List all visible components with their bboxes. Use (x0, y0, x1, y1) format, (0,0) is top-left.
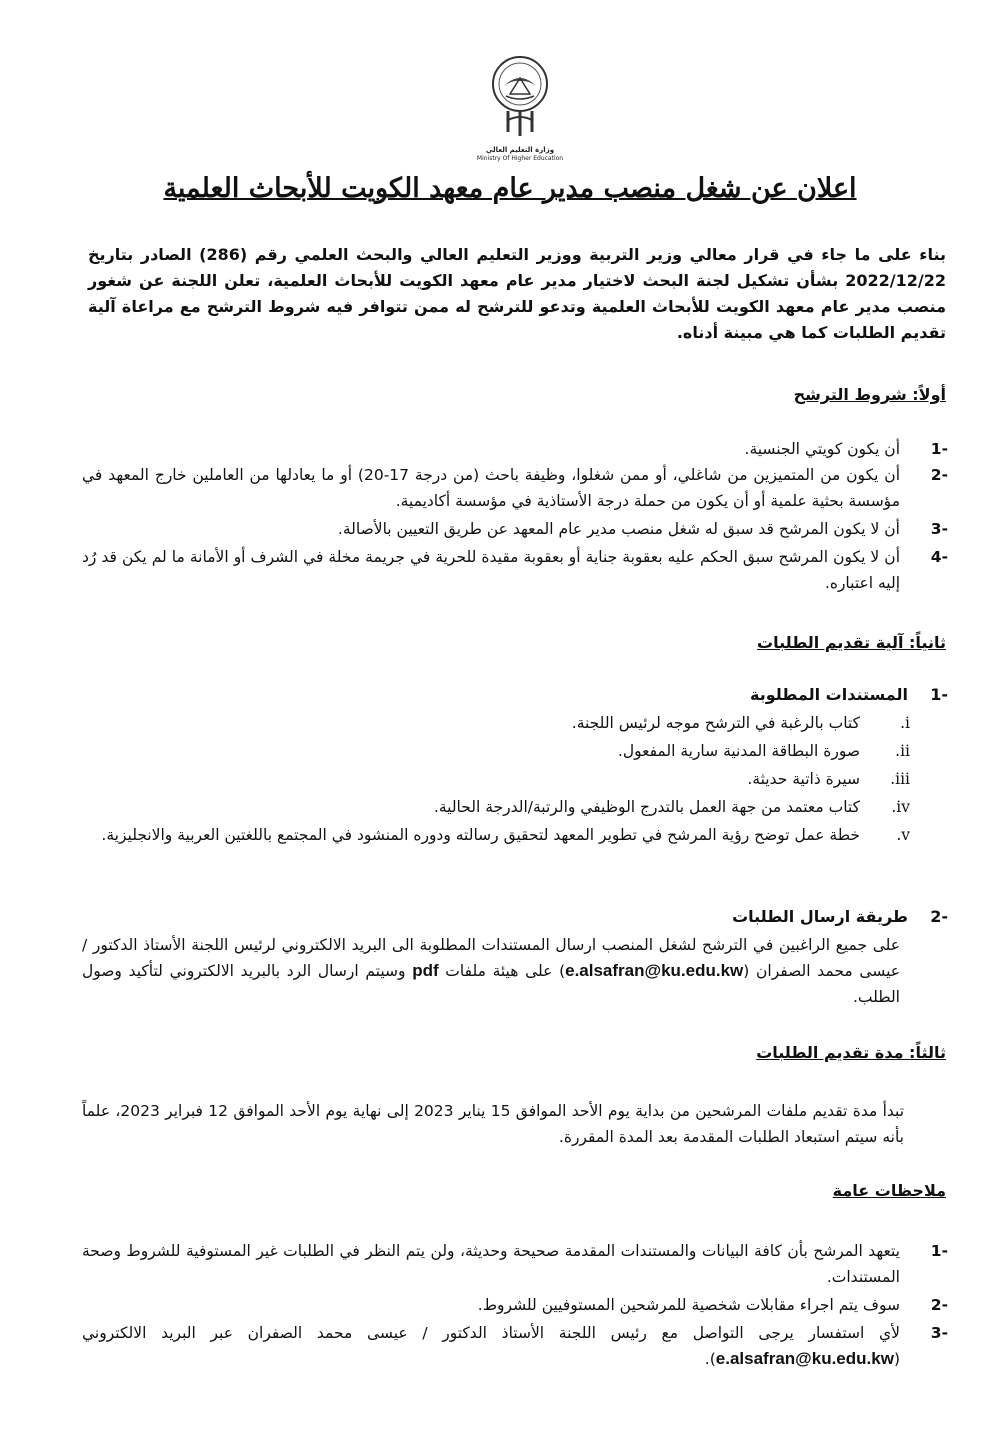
item-numeral: .ii (895, 742, 910, 760)
item-text: خطة عمل توضح رؤية المرشح في تطوير المعهد لتحقيق رسالته ودوره المنشود في المجتمع باللغتين العربية والانجليزية. (101, 826, 860, 844)
item-numeral: .i (900, 714, 910, 732)
item-number: -2 (930, 466, 948, 484)
condition-item (82, 436, 948, 462)
submission-text-part: وسيتم ارسال الرد بالبريد الالكتروني لتأكيد وصول الطلب. (82, 962, 900, 1006)
item-text: أن يكون كويتي الجنسية. (744, 440, 900, 458)
note-item (82, 1238, 948, 1290)
item-number: -1 (930, 685, 948, 704)
ministry-logo (470, 50, 570, 163)
item-number: -2 (930, 1296, 948, 1314)
item-number: -4 (930, 548, 948, 566)
item-numeral: .v (896, 826, 910, 844)
item-number: -1 (930, 440, 948, 458)
item-number: -2 (930, 907, 948, 926)
note-text-part: لأي استفسار يرجى التواصل مع رئيس اللجنة الأستاذ الدكتور / عيسى محمد الصفران عبر البريد الالكتروني ( (82, 1324, 900, 1368)
item-text: كتاب بالرغبة في الترشح موجه لرئيس اللجنة. (571, 714, 860, 732)
section-heading-period: ثالثاً: مدة تقديم الطلبات (756, 1043, 946, 1062)
note-item (82, 1292, 948, 1318)
item-number: -3 (930, 1324, 948, 1342)
file-format-label: pdf (412, 961, 439, 980)
condition-item (82, 544, 948, 596)
period-text: تبدأ مدة تقديم ملفات المرشحين من بداية يوم الأحد الموافق 15 يناير 2023 إلى نهاية يوم الأحد الموافق 12 فبراير 2023، علماً بأنه سيتم استبعاد الطلبات المقدمة بعد المدة المقررة. (82, 1102, 905, 1146)
item-numeral: .iii (890, 770, 910, 788)
item-text: أن لا يكون المرشح قد سبق له شغل منصب مدير عام المعهد عن طريق التعيين بالأصالة. (337, 520, 900, 538)
item-text: كتاب معتمد من جهة العمل بالتدرج الوظيفي والرتبة/الدرجة الحالية. (433, 798, 860, 816)
section-heading-application: ثانياً: آلية تقديم الطلبات (757, 633, 946, 652)
subheading-text: طريقة ارسال الطلبات (732, 907, 908, 926)
note-item (82, 1320, 948, 1372)
logo-caption-english: Ministry Of Higher Education (476, 155, 564, 162)
document-item (82, 794, 910, 820)
item-text: يتعهد المرشح بأن كافة البيانات والمستندات المقدمة صحيحة وحديثة، ولن يتم النظر في الطلبات غير المستوفية للشروط وصحة المستندات. (82, 1242, 900, 1286)
subheading-submission-method (732, 904, 948, 930)
logo-caption-arabic: وزارة التعليم العالي (485, 146, 555, 154)
condition-item (82, 516, 948, 542)
document-item (82, 738, 910, 764)
email-link[interactable]: e.alsafran@ku.edu.kw (715, 1349, 894, 1368)
item-numeral: .iv (891, 798, 910, 816)
submission-text-part: على جميع الراغبين في الترشح لشغل المنصب ارسال المستندات المطلوبة الى البريد الالكتروني لرئيس اللجنة الأستاذ الدكتور / عيسى محمد الصفران ( (82, 936, 900, 980)
item-number: -3 (930, 520, 948, 538)
item-text: أن لا يكون المرشح سبق الحكم عليه بعقوبة جناية أو بعقوبة مقيدة للحرية في جريمة مخلة في الشرف أو الأمانة ما لم يكن قد رُد إليه اعتباره. (82, 548, 900, 592)
item-text: صورة البطاقة المدنية سارية المفعول. (617, 742, 860, 760)
page-title: اعلان عن شغل منصب مدير عام معهد الكويت للأبحاث العلمية (163, 173, 857, 204)
submission-method-text (82, 932, 900, 1010)
item-text: سيرة ذاتية حديثة. (747, 770, 860, 788)
item-text: سوف يتم اجراء مقابلات شخصية للمرشحين المستوفيين للشروط. (477, 1296, 900, 1314)
item-text: أن يكون من المتميزين من شاغلي، أو ممن شغلوا، وظيفة باحث (من درجة 17-20) أو ما يعادلها من العاملين خارج المعهد في مؤسسة بحثية علمية أو أن يكون من حملة درجة الأستاذية في مؤسسة أكاديمية. (82, 466, 900, 510)
item-text (82, 1320, 900, 1372)
section-heading-conditions: أولاً: شروط الترشح (793, 385, 946, 404)
document-item (82, 766, 910, 792)
condition-item (82, 462, 948, 514)
kuwait-emblem-icon (470, 50, 570, 142)
submission-text-part: ) على هيئة ملفات (438, 962, 566, 980)
subheading-documents (750, 682, 948, 708)
item-number: -1 (930, 1242, 948, 1260)
note-text-part: ). (704, 1350, 716, 1368)
intro-paragraph: بناء على ما جاء في قرار معالي وزير التربية ووزير التعليم العالي والبحث العلمي رقم (286) الصادر بتاريخ 2022/12/22 بشأن تشكيل لجنة البحث لاختيار مدير عام معهد الكويت للأبحاث العلمية، تعلن اللجنة عن شغور منصب مدير عام معهد الكويت للأبحاث العلمية وتدعو للترشح له ممن تتوافر فيه شروط الترشح مع مراعاة آلية تقديم الطلبات كما هي مبينة أدناه. (88, 245, 947, 342)
subheading-text: المستندات المطلوبة (749, 685, 908, 704)
section-heading-notes: ملاحظات عامة (832, 1181, 946, 1200)
document-item (82, 710, 910, 736)
email-link[interactable]: e.alsafran@ku.edu.kw (565, 961, 744, 980)
document-item (82, 822, 910, 848)
